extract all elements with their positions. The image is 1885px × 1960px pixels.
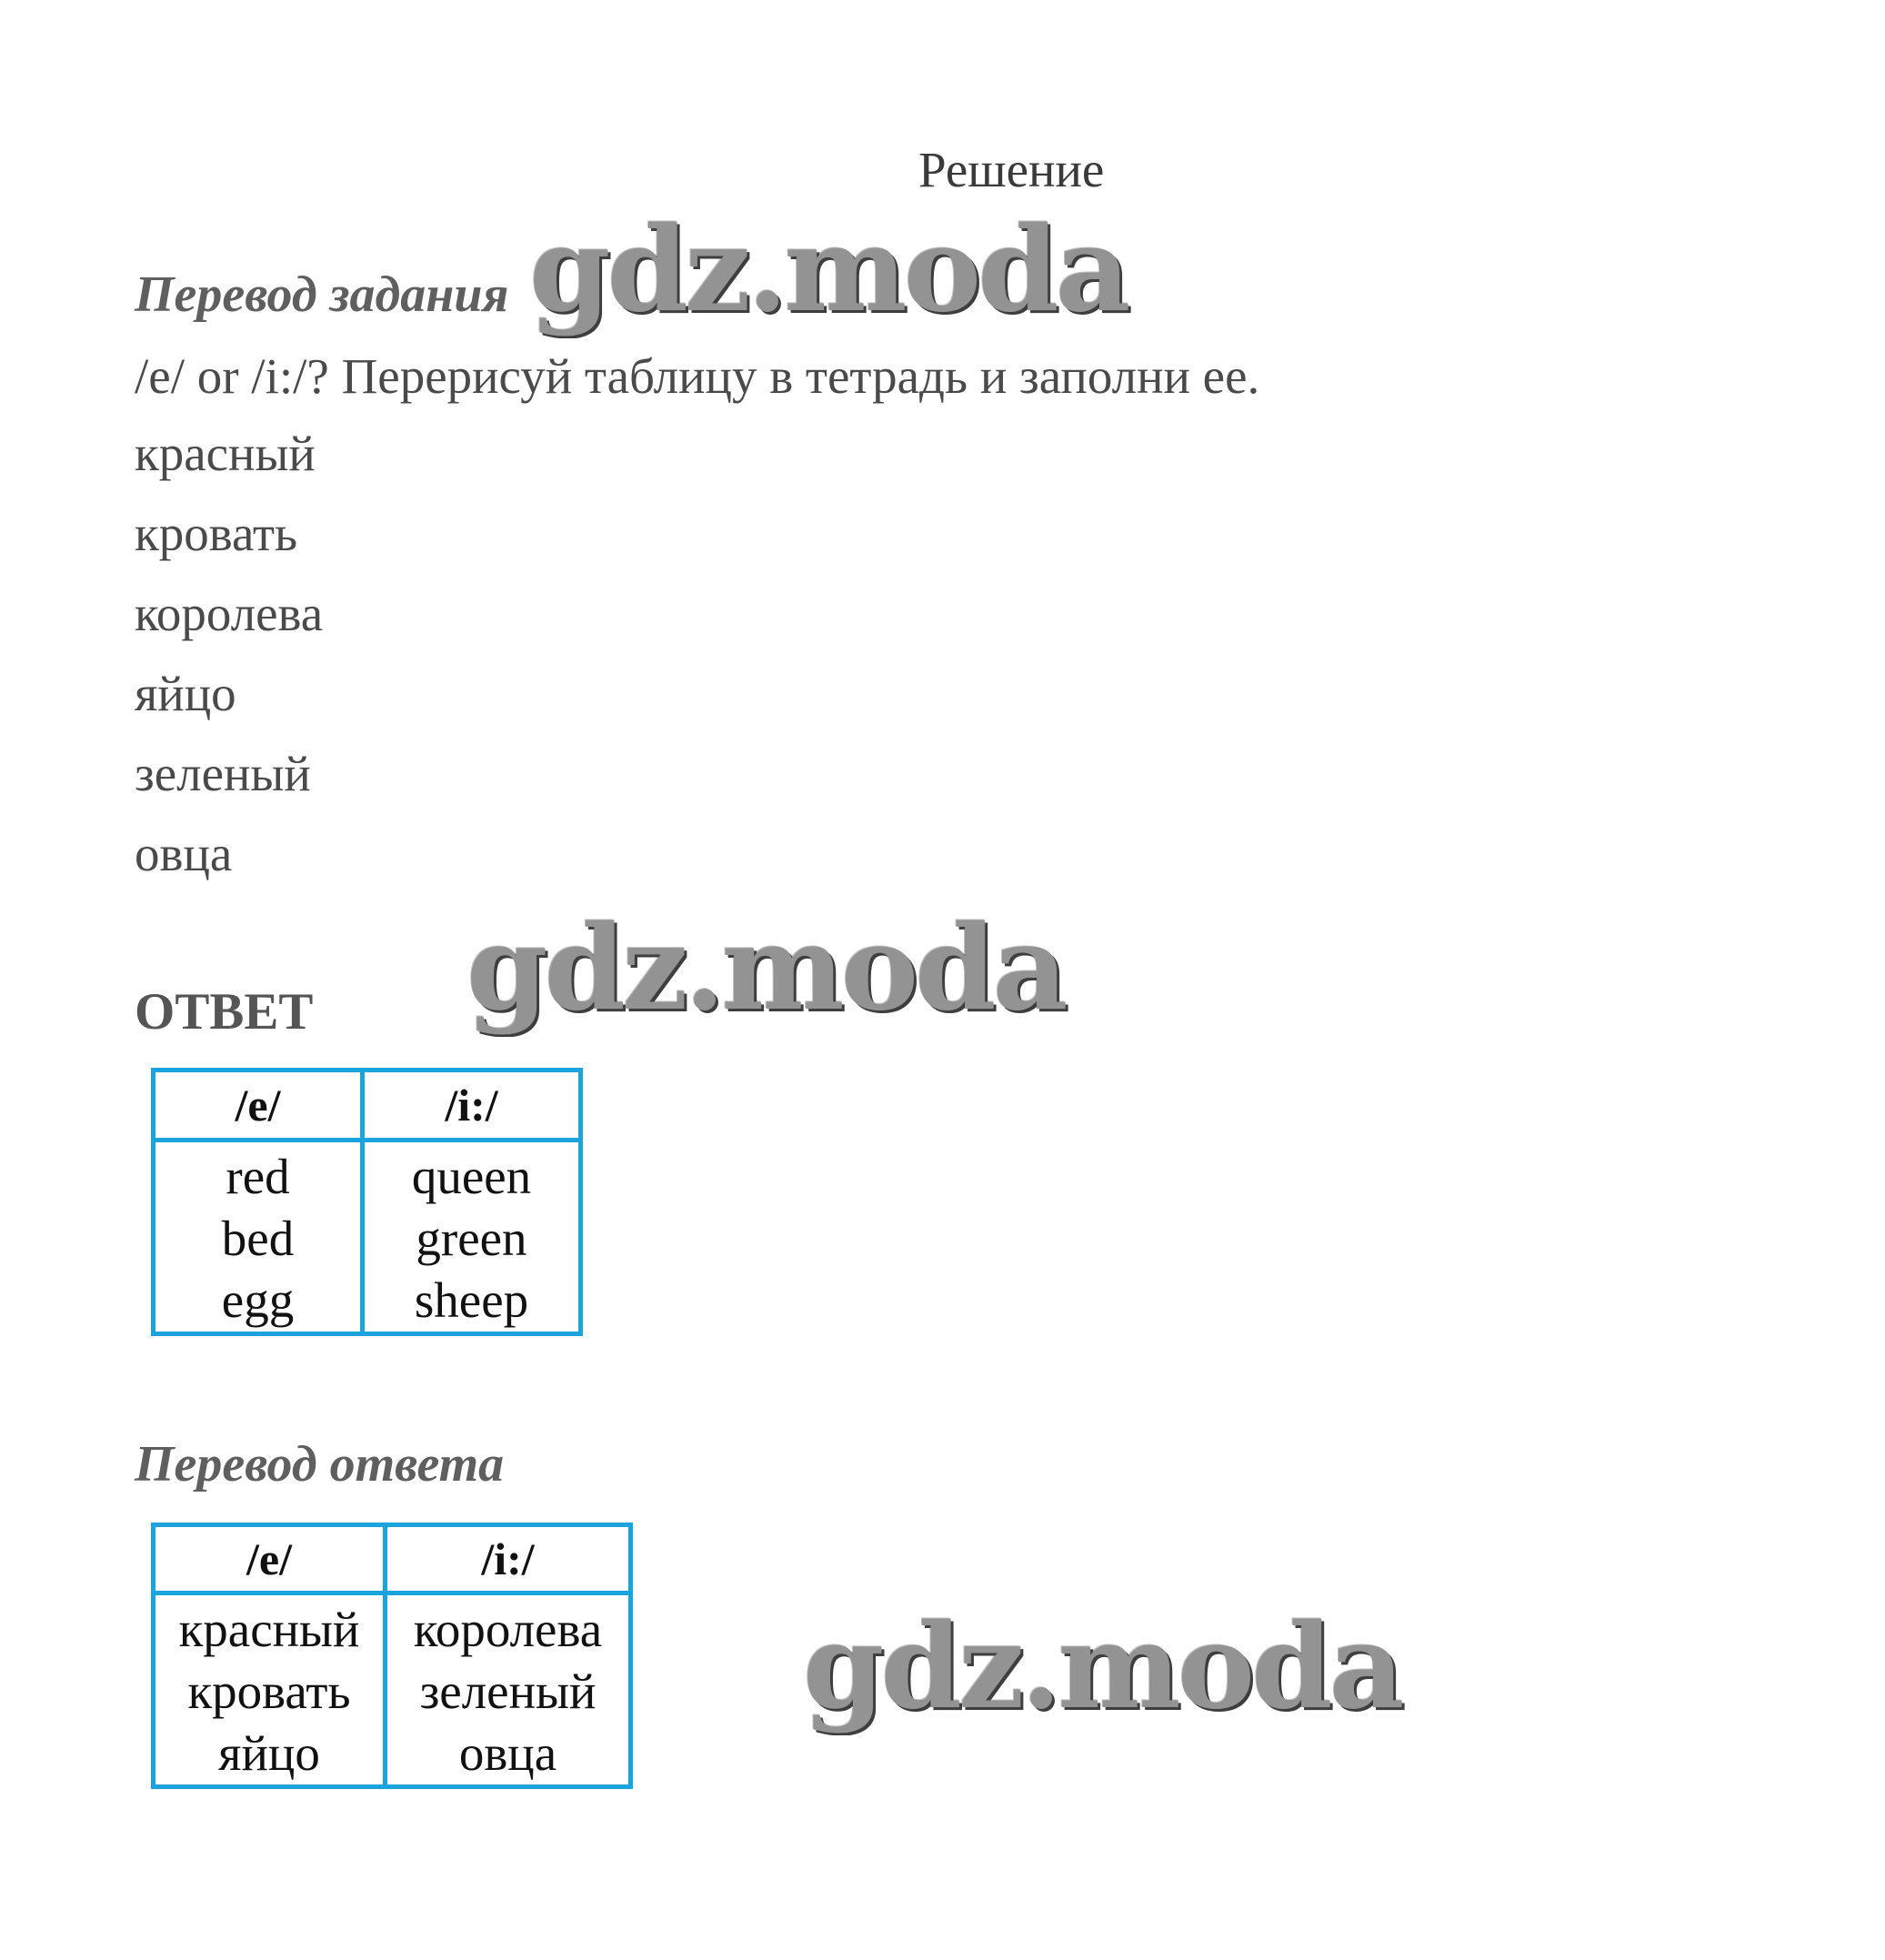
column-header-i: /i:/ [386,1525,631,1593]
answer-heading: ОТВЕТ [135,983,314,1040]
column-e-cell [154,1593,386,1787]
list-item: красный [135,426,316,481]
table-word: красный [178,1602,360,1657]
watermark: gdz.moda [466,900,1065,1037]
answer-table [151,1068,583,1336]
page-heading: Решение [918,142,1105,197]
table-word: королева [413,1602,603,1657]
task-instruction: /e/ or /i:/? Перерисуй таблицу в тетрадь и заполни ее. [135,348,1260,404]
column-header-e: /e/ [154,1525,386,1593]
watermark: gdz.moda [803,1599,1401,1735]
table-word: яйцо [218,1725,320,1781]
list-item: овца [135,826,233,881]
column-i-cell [363,1141,581,1334]
table-word: queen [411,1149,532,1204]
task-translation-title: Перевод задания [135,266,509,323]
answer-translation-title: Перевод ответа [135,1436,505,1493]
table-row [154,1593,631,1787]
list-item: кровать [135,506,298,561]
table-word: овца [458,1725,557,1781]
table-word: bed [221,1211,295,1266]
table-row [154,1141,581,1334]
translation-table [151,1523,633,1789]
table-header-row [154,1070,581,1141]
column-header-e: /e/ [154,1070,363,1141]
table-word: sheep [414,1272,529,1328]
table-header-row [154,1525,631,1593]
column-i-cell [386,1593,631,1787]
column-header-i: /i:/ [363,1070,581,1141]
word-list [135,425,323,905]
list-item: зеленый [135,746,311,801]
list-item: яйцо [135,666,236,721]
watermark: gdz.moda [529,202,1128,338]
table-word: egg [221,1272,295,1328]
table-word: кровать [187,1663,351,1719]
table-word: red [226,1149,290,1204]
list-item: королева [135,586,324,641]
table-word: green [416,1211,527,1266]
table-word: зеленый [419,1663,597,1719]
column-e-cell [154,1141,363,1334]
